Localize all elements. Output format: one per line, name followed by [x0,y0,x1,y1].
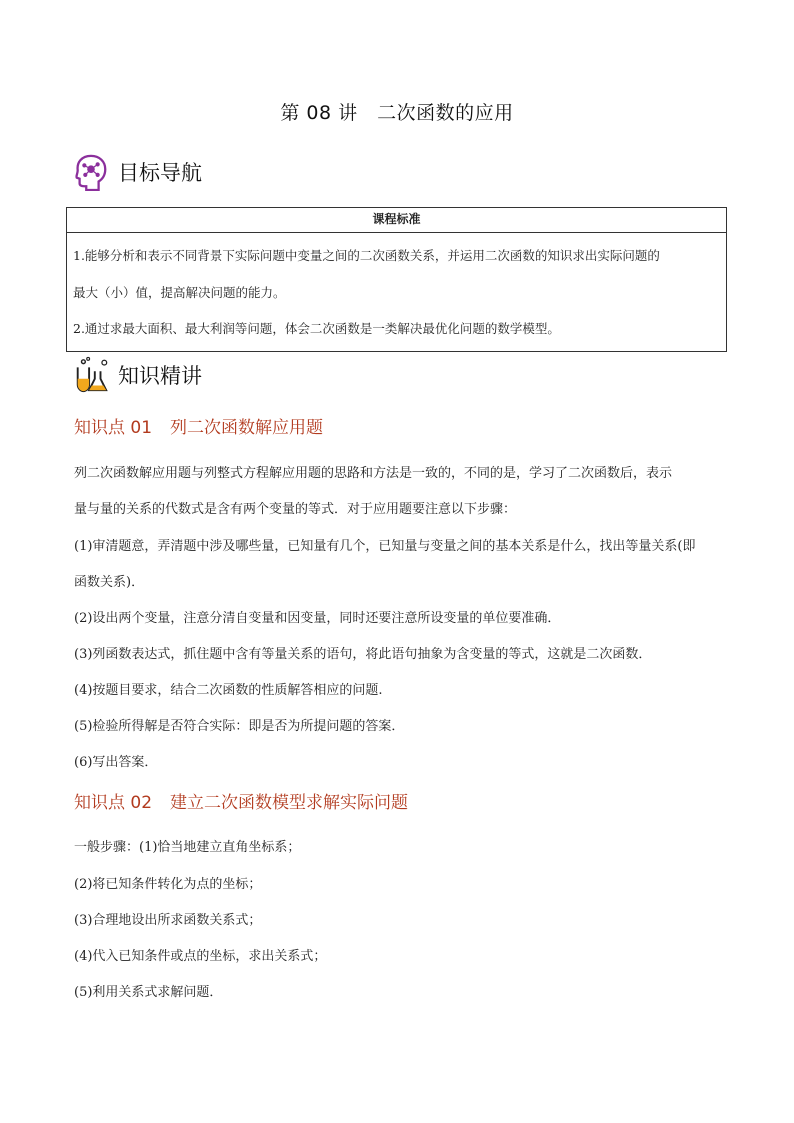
knowledge-point-2-heading: 建立二次函数模型求解实际问题 [170,793,409,813]
standards-heading: 课程标准 [67,208,726,233]
knowledge-section-header [72,355,202,395]
kp2-paragraph-line: (5)利用关系式求解问题． [74,985,223,1000]
course-standards-box [66,207,727,352]
brain-head-icon [72,153,110,191]
kp1-paragraph-line: (6)写出答案． [74,755,158,770]
knowledge-point-1-heading: 列二次函数解应用题 [170,418,324,438]
kp2-paragraph-line: (4)代入已知条件或点的坐标，求出关系式； [74,949,327,964]
goal-section-title: 目标导航 [118,161,202,185]
standard-line-2: 最大（小）值，提高解决问题的能力。 [73,285,286,300]
kp2-paragraph-line: (2)将已知条件转化为点的坐标； [74,877,262,892]
knowledge-point-1-number: 知识点 01 [74,418,153,438]
kp2-paragraph-line: 一般步骤：(1)恰当地建立直角坐标系； [74,840,301,855]
kp1-paragraph-line: 列二次函数解应用题与列整式方程解应用题的思路和方法是一致的，不同的是，学习了二次函数后，表示 [74,466,673,481]
kp1-paragraph-line: 函数关系)． [74,575,145,590]
knowledge-point-2-number: 知识点 02 [74,793,153,813]
kp1-paragraph-line: (2)设出两个变量，注意分清自变量和因变量，同时还要注意所设变量的单位要准确． [74,611,561,626]
page-title: 第 08 讲 二次函数的应用 [280,102,514,124]
knowledge-point-2-title [74,788,408,813]
knowledge-section-title: 知识精讲 [118,364,202,388]
lab-flask-icon [72,356,110,394]
kp1-paragraph-line: (3)列函数表达式，抓住题中含有等量关系的语句，将此语句抽象为含变量的等式，这就是二次函数． [74,647,652,662]
kp1-paragraph-line: (4)按题目要求，结合二次函数的性质解答相应的问题. [74,683,383,698]
goal-section-header [72,152,202,192]
kp1-paragraph-line: (5)检验所得解是否符合实际：即是否为所提问题的答案． [74,719,405,734]
kp2-paragraph-line: (3)合理地设出所求函数关系式； [74,913,262,928]
kp1-paragraph-line: 量与量的关系的代数式是含有两个变量的等式．对于应用题要注意以下步骤： [74,502,517,517]
standard-line-3: 2.通过求最大面积、最大利润等问题，体会二次函数是一类解决最优化问题的数学模型。 [73,321,560,336]
knowledge-point-1-title [74,413,323,438]
standard-line-1: 1.能够分析和表示不同背景下实际问题中变量之间的二次函数关系，并运用二次函数的知识求出实际问题的 [73,248,660,263]
kp1-paragraph-line: (1)审清题意，弄清题中涉及哪些量，已知量有几个，已知量与变量之间的基本关系是什么，找出等量关系(即 [74,539,696,554]
